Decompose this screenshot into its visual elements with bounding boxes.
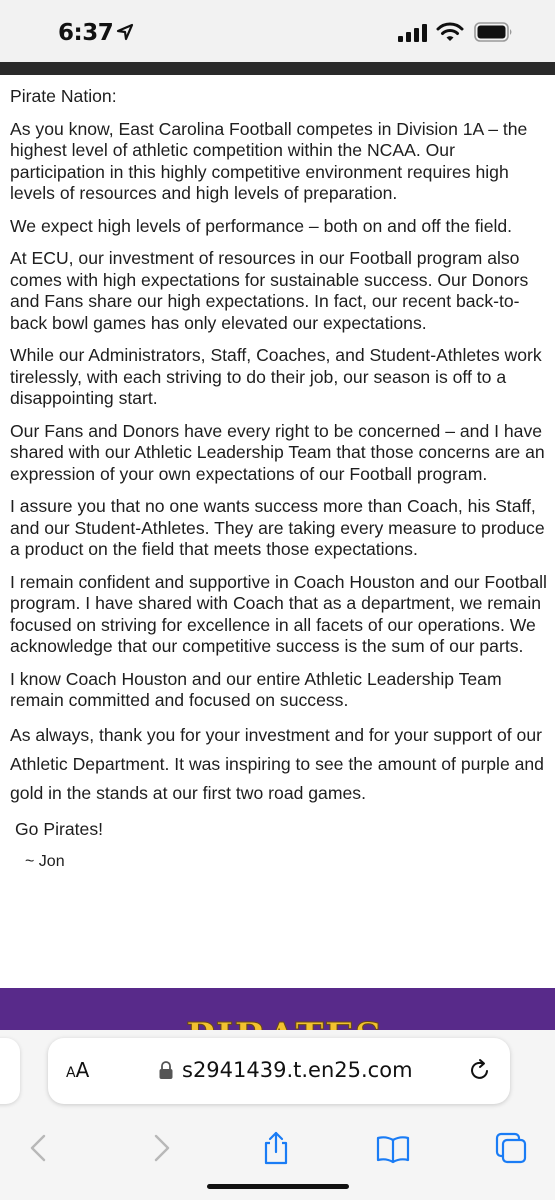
- letter-paragraph-2: We expect high levels of performance – both on and off the field.: [10, 215, 513, 236]
- bookmarks-icon[interactable]: [375, 1130, 411, 1166]
- letter-paragraph-1: As you know, East Carolina Football competes in Division 1A – the highest level of athletic competition within the NCAA. Our participation in this highly competitive environment requires high levels of resources and high levels of preparation.: [10, 118, 528, 203]
- tabs-icon[interactable]: [493, 1130, 529, 1166]
- letter-paragraph-5: Our Fans and Donors have every right to be concerned – and I have shared with our Athletic Leadership Team that those concerns are an expression of your own expectations of our Football program.: [10, 420, 545, 484]
- battery-icon: [474, 22, 514, 42]
- letter-paragraph-3: At ECU, our investment of resources in our Football program also comes with high expectations for sustainable success. Our Donors and Fans share our high expectations. In fact, our recent back-to-back bowl games has only elevated our expectations.: [10, 248, 529, 333]
- browser-bottom-bar: [0, 1030, 555, 1200]
- letter-signature: ~ Jon: [25, 853, 65, 870]
- letter-signoff: Go Pirates!: [15, 818, 104, 839]
- page-header-band: [0, 62, 555, 75]
- lock-icon: [158, 1060, 174, 1080]
- footer-banner: [0, 988, 555, 1030]
- forward-icon[interactable]: [142, 1130, 178, 1166]
- wifi-icon: [437, 22, 463, 42]
- address-bar[interactable]: [48, 1038, 510, 1104]
- previous-tab-peek[interactable]: [0, 1038, 20, 1104]
- back-icon[interactable]: [22, 1130, 58, 1166]
- letter-salutation: Pirate Nation:: [10, 86, 117, 106]
- home-indicator[interactable]: [207, 1184, 349, 1189]
- location-arrow-icon: [115, 22, 135, 42]
- browser-toolbar: [0, 1122, 555, 1182]
- letter-paragraph-8: I know Coach Houston and our entire Athletic Leadership Team remain committed and focused on success.: [10, 668, 502, 710]
- letter-paragraph-7: I remain confident and supportive in Coach Houston and our Football program. I have shared with Coach that as a department, we remain focused on striving for excellence in all facets of our operations. We acknowledge that our competitive success is the sum of our parts.: [10, 571, 547, 656]
- share-icon[interactable]: [258, 1130, 294, 1166]
- letter-body: [10, 86, 550, 884]
- status-bar: [0, 0, 555, 62]
- reload-icon[interactable]: [468, 1058, 492, 1082]
- letter-paragraph-6: I assure you that no one wants success more than Coach, his Staff, and our Student-Athletes. They are taking every measure to produce a product on the field that meets those expectations.: [10, 496, 545, 559]
- letter-paragraph-9: As always, thank you for your investment and for your support of our Athletic Department. It was inspiring to see the amount of purple and gold in the stands at our first two road games.: [10, 724, 544, 803]
- status-time: 6:37: [58, 20, 114, 46]
- page-format-button[interactable]: AA: [66, 1058, 90, 1082]
- url-text: s2941439.t.en25.com: [182, 1058, 413, 1082]
- cellular-signal-icon: [398, 24, 428, 42]
- letter-paragraph-4: While our Administrators, Staff, Coaches, and Student-Athletes work tirelessly, with each striving to do their job, our season is off to a disappointing start.: [10, 345, 542, 408]
